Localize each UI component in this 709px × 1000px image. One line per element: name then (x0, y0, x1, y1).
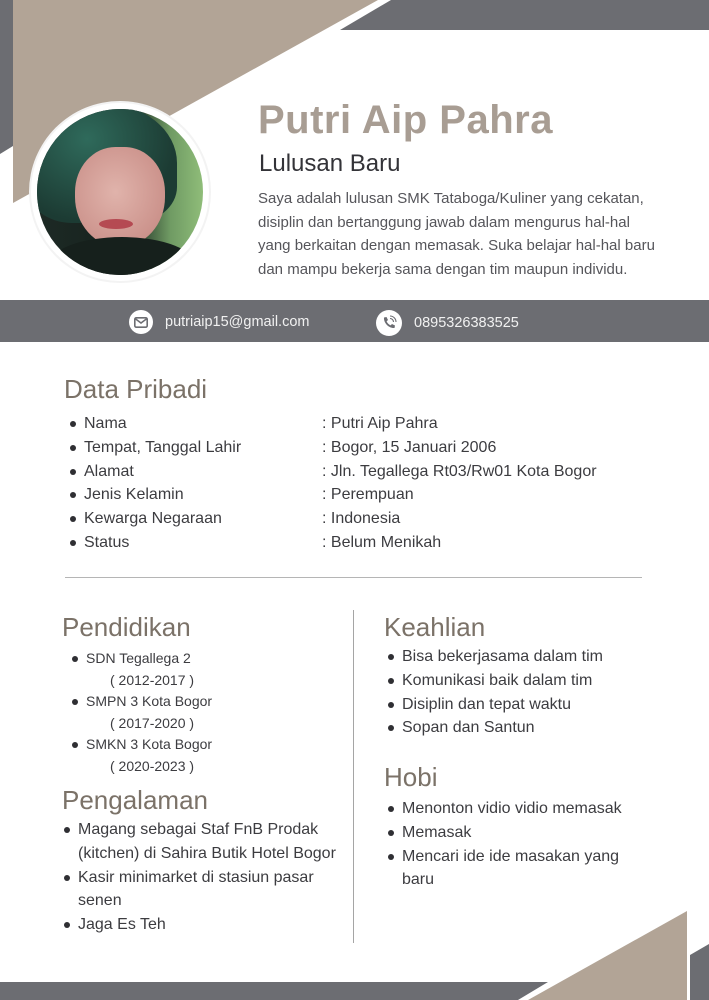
skill-item: Disiplin dan tepat waktu (384, 693, 603, 717)
hobby-item: Memasak (384, 821, 644, 845)
personal-value: : Putri Aip Pahra (322, 415, 438, 432)
education-item (68, 691, 212, 734)
section-title-personal: Data Pribadi (64, 374, 208, 404)
personal-value: : Perempuan (322, 486, 414, 504)
school-name: SMKN 3 Kota Bogor (86, 736, 213, 753)
school-years: ( 2020-2023 ) (110, 757, 195, 774)
education-item (68, 734, 212, 777)
profile-photo (37, 109, 203, 275)
school-years: ( 2012-2017 ) (110, 671, 195, 688)
personal-label: Tempat, Tanggal Lahir (66, 436, 241, 460)
section-title-education: Pendidikan (62, 612, 191, 642)
section-title-experience: Pengalaman (62, 785, 208, 815)
school-name: SMPN 3 Kota Bogor (86, 693, 213, 710)
experience-item: Magang sebagai Staf FnB Prodak (kitchen) di Sahira Butik Hotel Bogor (60, 818, 340, 866)
school-name: SDN Tegallega 2 (86, 650, 191, 666)
skill-item: Komunikasi baik dalam tim (384, 669, 603, 693)
personal-label: Jenis Kelamin (66, 483, 241, 507)
section-title-hobbies: Hobi (384, 762, 438, 792)
education-list (68, 648, 212, 778)
phone-text[interactable]: 0895326383525 (414, 315, 519, 331)
hobby-item: Mencari ide ide masakan yang baru (384, 845, 644, 893)
contact-email[interactable] (129, 310, 309, 334)
email-text[interactable]: putriaip15@gmail.com (165, 314, 310, 330)
section-title-skills: Keahlian (384, 612, 486, 642)
section-divider (65, 577, 642, 578)
hobby-item: Menonton vidio vidio memasak (384, 797, 644, 821)
contact-phone[interactable] (376, 310, 519, 336)
personal-values (322, 412, 597, 555)
envelope-icon (129, 310, 153, 334)
contact-bar (0, 300, 709, 342)
skill-item: Sopan dan Santun (384, 716, 603, 740)
profile-summary: Saya adalah lulusan SMK Tataboga/Kuliner yang cekatan, disiplin dan bertanggung jawab dalam mengurus hal-hal yang berkaitan dengan memasak. Suka belajar hal-hal baru dan mampu bekerja sama dengan tim maupun individu. (258, 190, 655, 278)
experience-list (60, 818, 340, 937)
personal-label: Alamat (66, 460, 241, 484)
candidate-name: Putri Aip Pahra (258, 98, 553, 142)
hobbies-list (384, 797, 644, 892)
candidate-role: Lulusan Baru (259, 150, 401, 177)
school-years: ( 2017-2020 ) (110, 714, 195, 731)
skill-item: Bisa bekerjasama dalam tim (384, 645, 603, 669)
profile-photo-frame (31, 103, 209, 281)
personal-label: Nama (66, 412, 241, 436)
personal-labels (66, 412, 241, 555)
experience-item: Jaga Es Teh (60, 913, 340, 937)
experience-item: Kasir minimarket di stasiun pasar senen (60, 866, 340, 914)
phone-icon (376, 310, 402, 336)
education-item (68, 648, 212, 691)
personal-label: Kewarga Negaraan (66, 507, 241, 531)
column-divider (353, 610, 354, 943)
skills-list (384, 645, 603, 740)
personal-label: Status (66, 531, 241, 555)
personal-value: : Jln. Tegallega Rt03/Rw01 Kota Bogor (322, 462, 597, 480)
personal-value: : Belum Menikah (322, 533, 442, 551)
personal-value: : Bogor, 15 Januari 2006 (322, 438, 497, 456)
personal-value: : Indonesia (322, 510, 401, 528)
